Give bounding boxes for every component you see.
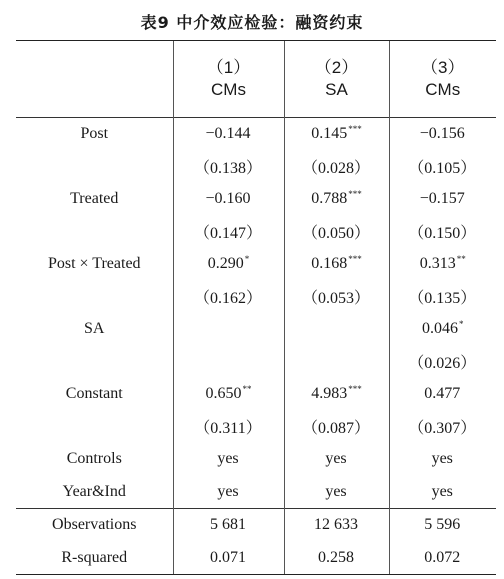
column-header-2 — [284, 41, 389, 118]
significance-stars: * — [459, 319, 464, 330]
value-cell — [389, 248, 496, 281]
value-cell — [173, 509, 284, 542]
cell-value: 0.046 — [422, 320, 458, 338]
cell-value: （0.311） — [194, 420, 262, 438]
column-header-1 — [173, 41, 284, 118]
cell-value: （0.105） — [408, 160, 477, 178]
value-cell — [173, 183, 284, 216]
cell-value: 5 681 — [210, 516, 246, 534]
value-cell — [389, 542, 496, 575]
row-label — [16, 151, 173, 184]
cell-value: yes — [325, 482, 347, 500]
table-row — [16, 183, 496, 216]
table-row — [16, 476, 496, 509]
results-table — [16, 40, 496, 575]
cell-value: yes — [325, 450, 347, 468]
cell-value: （0.087） — [301, 420, 370, 438]
significance-stars: *** — [348, 384, 362, 395]
value-cell — [389, 118, 496, 151]
table-row — [16, 281, 496, 314]
row-label — [16, 346, 173, 379]
cell-value: （0.028） — [301, 160, 370, 178]
value-cell — [284, 443, 389, 476]
cell-value: 0.477 — [424, 385, 461, 403]
cell-value: 4.983 — [311, 385, 348, 403]
value-cell — [173, 476, 284, 509]
row-label: Observations — [16, 509, 173, 542]
row-label: Treated — [70, 190, 119, 208]
value-cell — [173, 313, 284, 346]
significance-stars: ** — [242, 384, 252, 395]
column-number: （2） — [314, 58, 359, 77]
value-cell — [173, 118, 284, 151]
value-cell — [284, 313, 389, 346]
value-cell — [389, 378, 496, 411]
cell-value: 0.071 — [210, 548, 246, 566]
cell-value: 0.145 — [311, 125, 348, 143]
value-cell — [389, 151, 496, 184]
cell-value: （0.026） — [408, 355, 477, 373]
value-cell — [173, 378, 284, 411]
value-cell — [173, 216, 284, 249]
value-cell — [389, 411, 496, 444]
value-cell — [389, 216, 496, 249]
table-row — [16, 118, 496, 151]
cell-value: yes — [431, 450, 453, 468]
header-corner-cell — [16, 41, 173, 118]
row-label: Year&Ind — [62, 482, 126, 500]
value-cell — [389, 346, 496, 379]
table-row — [16, 346, 496, 379]
cell-value: yes — [431, 482, 453, 500]
value-cell — [284, 411, 389, 444]
cell-value: （0.053） — [301, 290, 370, 308]
cell-value: 0.788 — [311, 190, 348, 208]
row-label: Post — [16, 118, 173, 151]
table-row — [16, 509, 496, 542]
cell-value: 0.290 — [207, 255, 244, 273]
column-number: （1） — [206, 58, 251, 77]
table-row — [16, 411, 496, 444]
table-row — [16, 151, 496, 184]
value-cell — [389, 183, 496, 216]
column-label: SA — [325, 80, 348, 99]
row-label — [16, 411, 173, 444]
table-row — [16, 443, 496, 476]
value-cell — [284, 542, 389, 575]
row-label: R-squared — [16, 542, 173, 575]
row-label: Constant — [65, 385, 123, 403]
significance-stars: *** — [348, 254, 362, 265]
cell-value: −0.157 — [419, 190, 465, 208]
value-cell — [173, 248, 284, 281]
significance-stars: ** — [456, 254, 466, 265]
value-cell — [284, 248, 389, 281]
row-label: Post × Treated — [47, 255, 141, 273]
cell-value: −0.156 — [419, 125, 465, 143]
cell-value: （0.150） — [408, 225, 477, 243]
column-number: （3） — [421, 58, 465, 77]
header-row — [16, 41, 496, 118]
cell-value: −0.144 — [205, 125, 251, 143]
table-row — [16, 313, 496, 346]
table-title: 表9 中介效应检验：融资约束 — [140, 13, 364, 32]
value-cell — [389, 476, 496, 509]
significance-stars: *** — [348, 189, 362, 200]
cell-value: （0.138） — [193, 160, 262, 178]
value-cell — [284, 476, 389, 509]
cell-value: −0.160 — [205, 190, 251, 208]
row-label — [16, 281, 173, 314]
cell-value: 12 633 — [314, 516, 358, 534]
value-cell — [173, 411, 284, 444]
cell-value: 5 596 — [424, 516, 461, 534]
value-cell — [173, 151, 284, 184]
cell-value: （0.135） — [408, 290, 477, 308]
column-label: CMs — [211, 80, 246, 99]
cell-value: （0.307） — [408, 420, 477, 438]
cell-value: 0.072 — [424, 548, 461, 566]
table-row — [16, 248, 496, 281]
cell-value: yes — [217, 450, 239, 468]
significance-stars: *** — [348, 124, 362, 135]
cell-value: yes — [217, 482, 239, 500]
row-label — [16, 216, 173, 249]
value-cell — [173, 443, 284, 476]
cell-value: 0.650 — [205, 385, 242, 403]
value-cell — [389, 281, 496, 314]
table-row — [16, 216, 496, 249]
column-header-3 — [389, 41, 496, 118]
cell-value: （0.050） — [301, 225, 370, 243]
value-cell — [284, 118, 389, 151]
value-cell — [389, 509, 496, 542]
value-cell — [284, 151, 389, 184]
column-label: CMs — [425, 80, 461, 99]
value-cell — [173, 346, 284, 379]
cell-value: 0.313 — [419, 255, 456, 273]
table-row — [16, 378, 496, 411]
value-cell — [173, 281, 284, 314]
cell-value: （0.162） — [193, 290, 262, 308]
cell-value: （0.147） — [193, 225, 262, 243]
value-cell — [284, 183, 389, 216]
value-cell — [284, 216, 389, 249]
value-cell — [389, 443, 496, 476]
significance-stars: * — [244, 254, 250, 265]
value-cell — [173, 542, 284, 575]
value-cell — [284, 509, 389, 542]
cell-value: 0.168 — [311, 255, 348, 273]
value-cell — [284, 281, 389, 314]
cell-value: 0.258 — [318, 548, 354, 566]
value-cell — [389, 313, 496, 346]
table-row — [16, 542, 496, 575]
value-cell — [284, 378, 389, 411]
row-label: Controls — [66, 450, 122, 468]
row-label: SA — [84, 320, 105, 338]
value-cell — [284, 346, 389, 379]
